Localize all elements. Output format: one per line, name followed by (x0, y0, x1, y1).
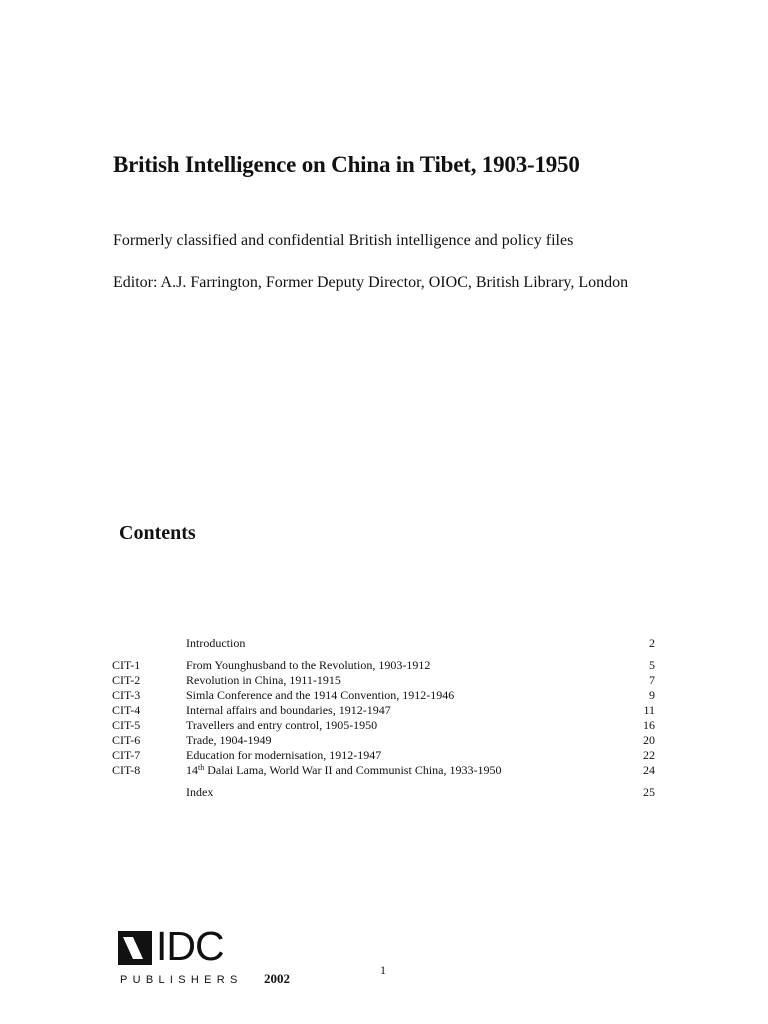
toc-entry-title: Travellers and entry control, 1905-1950 (186, 718, 378, 732)
toc-entry-page: 5 (649, 658, 655, 672)
contents-heading: Contents (119, 522, 196, 544)
toc-entry-title (186, 763, 501, 778)
idc-logo-icon (118, 931, 152, 965)
toc-row-introduction (112, 636, 655, 651)
toc-entry-page: 22 (643, 748, 655, 762)
toc-entry-title: Introduction (186, 636, 246, 650)
toc-entry-code: CIT-2 (112, 673, 141, 687)
toc-row-cit-2 (112, 673, 655, 688)
toc-entry-code: CIT-1 (112, 658, 141, 672)
toc-entry-ordinal-suffix: th (198, 763, 205, 772)
toc-entry-title: Revolution in China, 1911-1915 (186, 673, 341, 687)
toc-entry-code: CIT-7 (112, 748, 141, 762)
toc-row-cit-8 (112, 763, 655, 778)
toc-entry-page: 9 (649, 688, 655, 702)
toc-entry-code: CIT-6 (112, 733, 141, 747)
toc-entry-title: Simla Conference and the 1914 Convention, 1912-1946 (186, 688, 455, 702)
logo-subtitle: PUBLISHERS (120, 974, 243, 986)
toc-entry-code: CIT-5 (112, 718, 141, 732)
toc-entry-title: From Younghusband to the Revolution, 1903-1912 (186, 658, 431, 672)
toc-entry-page: 25 (643, 785, 655, 799)
toc-row-cit-1 (112, 658, 655, 673)
toc-entry-number: 14 (186, 763, 198, 777)
publisher-logo (118, 923, 268, 991)
toc-row-cit-3 (112, 688, 655, 703)
toc-entry-page: 20 (643, 733, 655, 747)
toc-entry-title: Trade, 1904-1949 (186, 733, 272, 747)
publication-year: 2002 (264, 971, 290, 986)
toc-entry-page: 24 (643, 763, 655, 777)
toc-entry-title-rest: Dalai Lama, World War II and Communist China, 1933-1950 (204, 763, 502, 777)
toc-row-index (112, 785, 655, 800)
toc-row-cit-5 (112, 718, 655, 733)
toc-entry-code: CIT-8 (112, 763, 141, 777)
table-of-contents (112, 636, 655, 800)
toc-row-cit-4 (112, 703, 655, 718)
toc-entry-code: CIT-4 (112, 703, 141, 717)
toc-entry-page: 11 (643, 703, 655, 717)
toc-entry-page: 7 (649, 673, 655, 687)
document-title: British Intelligence on China in Tibet, 1903-1950 (113, 152, 580, 177)
toc-entry-page: 2 (649, 636, 655, 650)
page-number: 1 (380, 963, 386, 977)
toc-entry-code: CIT-3 (112, 688, 141, 702)
toc-entry-title: Internal affairs and boundaries, 1912-1947 (186, 703, 391, 717)
toc-entry-page: 16 (643, 718, 655, 732)
toc-row-cit-6 (112, 733, 655, 748)
document-subtitle: Formerly classified and confidential British intelligence and policy files (113, 232, 574, 249)
toc-row-cit-7 (112, 748, 655, 763)
logo-wordmark: IDC (156, 923, 224, 969)
toc-entry-title: Education for modernisation, 1912-1947 (186, 748, 382, 762)
editor-credit: Editor: A.J. Farrington, Former Deputy Director, OIOC, British Library, London (113, 274, 629, 291)
toc-entry-title: Index (186, 785, 214, 799)
